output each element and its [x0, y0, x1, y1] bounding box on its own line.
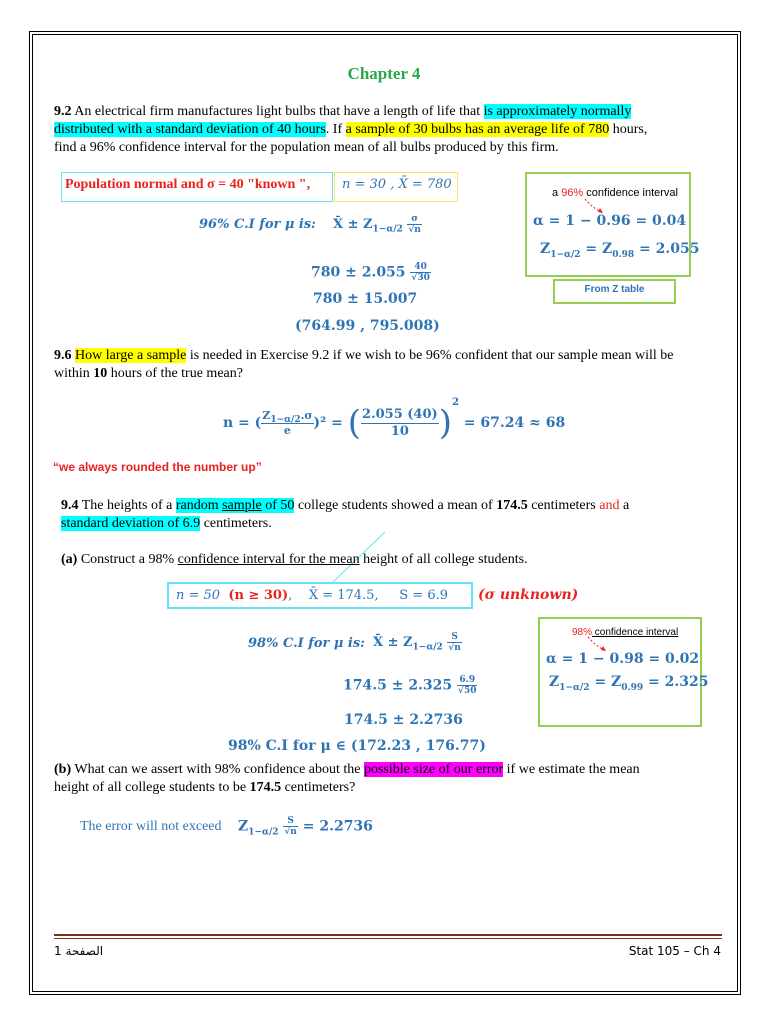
q96-formula: n = ( $\frac{Z_{1-\alpha/2}.\sigma}{e}$ )² = ( $\frac{2.055 (40)}{10}$ )$^2$ = 67.24 ≈ 68 — [223, 397, 566, 443]
q94-result: 98% C.I for μ ∈ (172.23 , 176.77) — [228, 738, 486, 754]
q96-number: 9.6 — [54, 348, 72, 363]
q94-box-alpha: α = 1 − 0.98 = 0.02 — [546, 651, 700, 667]
q92-line2: distributed with a standard deviation of 40 hours. If a sample of 30 bulbs has an average life of 780 hours, — [54, 122, 648, 137]
q96-line2: within 10 hours of the true mean? — [54, 366, 243, 381]
q92-step1: 780 ± 2.055 $\frac{40}{√30}$ — [311, 262, 430, 283]
q96-line1: 9.6 How large a sample is needed in Exercise 9.2 if we wish to be 96% confident that our sample mean will be — [54, 348, 674, 363]
q94-ci-formula: X̄ ± $Z_{1-\alpha/2}$ $\frac{S}{√n}$ — [373, 632, 461, 653]
q92-ci-label: 96% C.I for μ is: — [199, 217, 316, 232]
q96-note: “we always rounded the number up” — [53, 460, 262, 474]
q94-box-z: $Z_{1-\alpha/2} = Z_{0.99} = 2.325$ — [549, 674, 709, 693]
q92-step3: (764.99 , 795.008) — [295, 318, 440, 334]
q94-part-a: (a) Construct a 98% confidence interval for the mean height of all college students. — [61, 552, 528, 567]
from-z-table-label: From Z table — [584, 284, 645, 295]
q94-part-b-line2: height of all college students to be 174.5 centimeters? — [54, 780, 356, 795]
q92-ci-formula: X̄ ± $Z_{1-\alpha/2}$ $\frac{\sigma}{√n}$ — [333, 214, 421, 235]
chapter-title: Chapter 4 — [347, 64, 421, 83]
q94-line2: standard deviation of 6.9 centimeters. — [61, 516, 272, 531]
q94-given-sigma: (σ unknown) — [478, 587, 579, 603]
q92-box-title: a 96% confidence interval — [552, 187, 678, 199]
q92-step2: 780 ± 15.007 — [313, 291, 418, 307]
footer-page-number: الصفحة 1 — [54, 944, 104, 958]
q94-number: 9.4 — [61, 498, 79, 513]
q94-ci-label: 98% C.I for μ is: — [248, 636, 365, 651]
q92-given-red: Population normal and σ = 40 "known ", — [65, 177, 311, 192]
q94-answer-text: The error will not exceed — [80, 819, 222, 834]
q94-step2: 174.5 ± 2.2736 — [344, 712, 463, 728]
q94-step1: 174.5 ± 2.325 $\frac{6.9}{√50}$ — [343, 675, 477, 696]
q92-line3: find a 96% confidence interval for the population mean of all bulbs produced by this firm. — [54, 140, 559, 155]
q94-line1: 9.4 The heights of a random sample of 50 college students showed a mean of 174.5 centimeters and a — [61, 498, 630, 513]
footer-course: Stat 105 – Ch 4 — [628, 944, 721, 958]
q92-box-z: $Z_{1-\alpha/2} = Z_{0.98} = 2.055$ — [540, 241, 700, 260]
q92-line1: 9.2 An electrical firm manufactures light bulbs that have a length of life that is approximately normally — [54, 104, 632, 119]
q92-given-blue: n = 30 , X̄ = 780 — [342, 177, 452, 192]
q94-answer-formula: $Z_{1-\alpha/2}$ $\frac{S}{√n}$ = 2.2736 — [238, 816, 373, 838]
q94-box-title: 98% confidence interval — [572, 627, 679, 638]
footer-rule-thin — [54, 938, 722, 939]
q92-box-alpha: α = 1 − 0.96 = 0.04 — [533, 213, 687, 229]
q92-number: 9.2 — [54, 104, 72, 119]
q94-given: n = 50 (n ≥ 30), X̄ = 174.5, S = 6.9 — [176, 588, 448, 603]
q94-part-b-line1: (b) What can we assert with 98% confidence about the possible size of our error if we estimate the mean — [54, 762, 640, 777]
footer-rule — [54, 934, 722, 936]
